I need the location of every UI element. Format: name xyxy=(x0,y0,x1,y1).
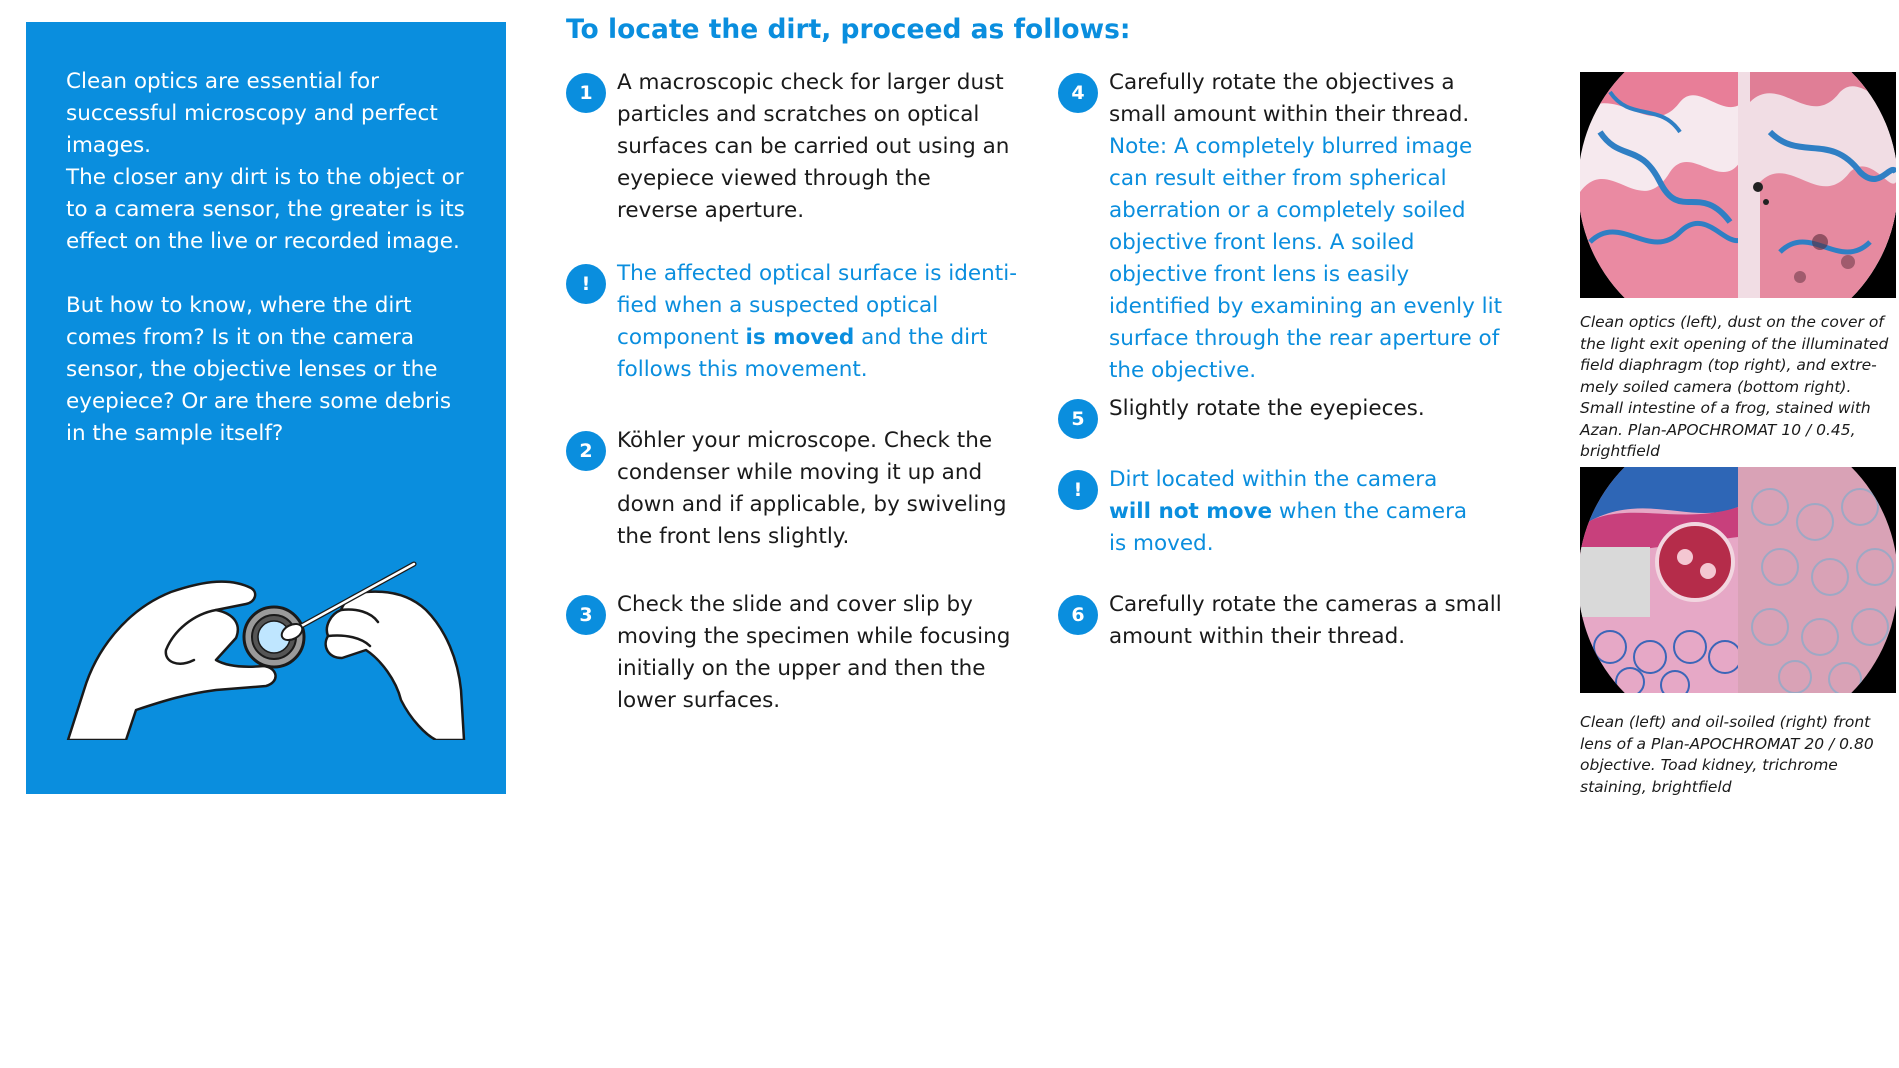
note-text xyxy=(617,258,1017,386)
step-text: Slightly rotate the eyepieces. xyxy=(1109,396,1425,421)
step-text: Check the slide and cover slip by moving the specimen while focusing initially on the upper and then the lower surfaces. xyxy=(617,592,1011,713)
step-4-note: Note: A completely blurred image can result either from spherical aberration or a completely soiled objective front lens. A soiled objective front lens is easily identified by examining an evenly lit surface through the rear aperture of the objective. xyxy=(1109,134,1503,383)
step-badge: 2 xyxy=(566,431,606,471)
intro-paragraph-2: The closer any dirt is to the object or to a camera sensor, the greater is its effect on the live or recorded image. xyxy=(66,165,465,254)
page-heading: To locate the dirt, proceed as follows: xyxy=(566,14,1131,45)
hands-cleaning-lens-icon xyxy=(66,530,466,740)
step-4-instruction: Carefully rotate the objectives a small amount within their thread. xyxy=(1109,70,1470,127)
micrograph-frog-intestine-icon xyxy=(1580,72,1896,298)
step-badge: 6 xyxy=(1058,595,1098,635)
figure-1-caption: Clean optics (left), dust on the cover of the light exit opening of the illuminated field diaphragm (top right), and extremely soiled camera (bottom right). Small intestine of a frog, stained with Azan. Plan-APOCHROMAT 10 / 0.45, brightfield xyxy=(1580,313,1889,460)
intro-paragraph-1: Clean optics are essential for successful microscopy and perfect images. xyxy=(66,69,438,158)
step-badge: 1 xyxy=(566,73,606,113)
note-text-start: Dirt located within the camera xyxy=(1109,467,1438,492)
exclamation-icon: ! xyxy=(1058,470,1098,510)
intro-sidebar xyxy=(26,22,506,794)
note-text-start: The affected optical surface is identified when a suspected optical component xyxy=(617,261,1017,350)
note-text-bold: is moved xyxy=(745,325,855,350)
micrograph-toad-kidney-icon xyxy=(1580,467,1896,693)
note-text xyxy=(1109,464,1469,560)
note-text-end: and the dirt follows this movement. xyxy=(617,325,988,382)
step-text: Carefully rotate the cameras a small amount within their thread. xyxy=(1109,592,1502,649)
exclamation-icon: ! xyxy=(566,264,606,304)
note-text-end: when the camera is moved. xyxy=(1109,499,1468,556)
note-text-bold: will not move xyxy=(1109,499,1273,524)
step-badge: 4 xyxy=(1058,73,1098,113)
step-badge: 3 xyxy=(566,595,606,635)
step-text xyxy=(1109,67,1509,387)
step-text: Köhler your microscope. Check the condenser while moving it up and down and if applicable, by swiveling the front lens slightly. xyxy=(617,428,1007,549)
figure-2-caption: Clean (left) and oil-soiled (right) front lens of a Plan-APOCHROMAT 20 / 0.80 objective. Toad kidney, trichrome staining, brightfield xyxy=(1580,713,1874,796)
step-text: A macroscopic check for larger dust particles and scratches on optical surfaces can be carried out using an eyepiece viewed through the reverse aperture. xyxy=(617,70,1010,223)
step-badge: 5 xyxy=(1058,399,1098,439)
intro-paragraph-3: But how to know, where the dirt comes from? Is it on the camera sensor, the objective lenses or the eyepiece? Or are there some debris in the sample itself? xyxy=(66,293,452,446)
